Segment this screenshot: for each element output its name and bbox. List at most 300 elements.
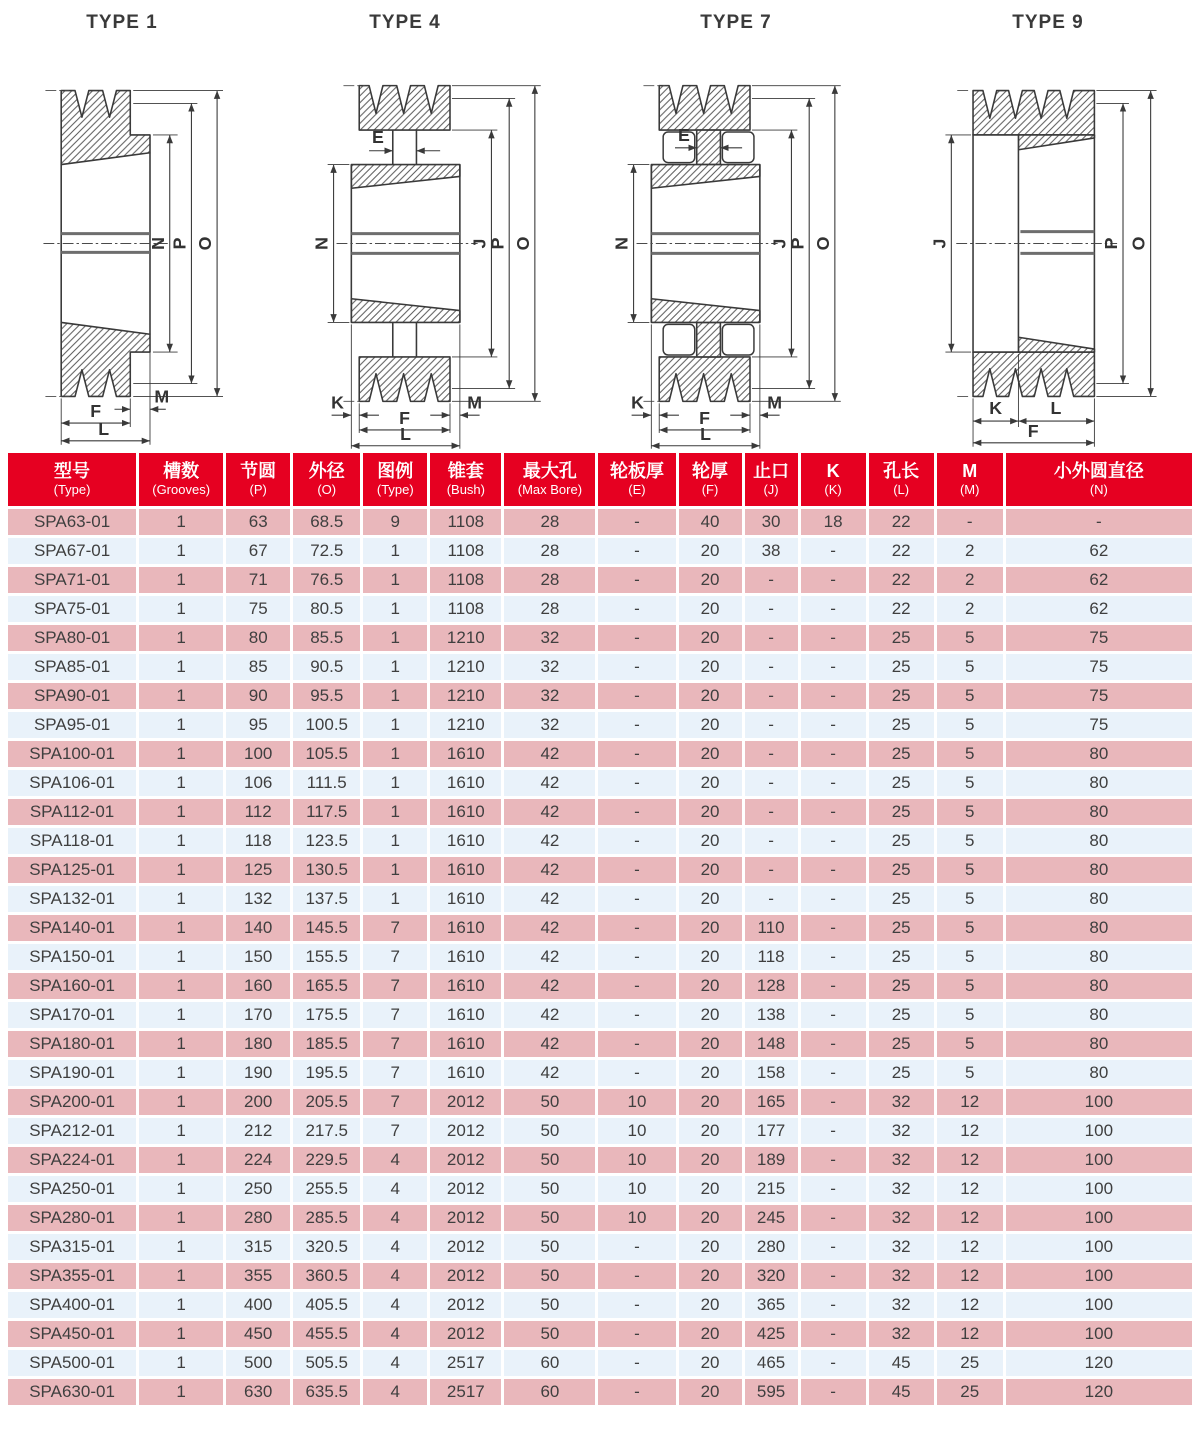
column-header: 轮板厚 (E): [598, 453, 675, 506]
table-cell: 595: [745, 1379, 798, 1405]
drawing-title: TYPE 7: [700, 12, 772, 33]
dim-label-F: F: [90, 401, 102, 422]
table-cell: 165.5: [293, 973, 360, 999]
dim-label-J: J: [769, 238, 790, 249]
spec-table-head: [8, 453, 1192, 506]
table-cell: 1: [363, 886, 427, 912]
drawing-title: TYPE 1: [86, 12, 158, 33]
table-cell: 22: [869, 567, 934, 593]
table-cell: 123.5: [293, 828, 360, 854]
table-row: [8, 509, 1192, 535]
table-cell: 12: [937, 1263, 1003, 1289]
table-cell: 10: [598, 1147, 675, 1173]
table-cell: 25: [869, 712, 934, 738]
table-cell: 1: [139, 1002, 223, 1028]
table-cell: 20: [679, 567, 742, 593]
dim-label-E: E: [372, 126, 384, 147]
table-cell: 1: [139, 596, 223, 622]
table-cell: SPA630-01: [8, 1379, 136, 1405]
table-cell: 42: [504, 944, 595, 970]
table-cell: SPA355-01: [8, 1263, 136, 1289]
table-cell: SPA250-01: [8, 1176, 136, 1202]
table-cell: 165: [745, 1089, 798, 1115]
table-cell: 75: [1006, 712, 1192, 738]
table-row: [8, 1002, 1192, 1028]
dim-label-N: N: [311, 237, 332, 250]
dim-label-O: O: [812, 236, 833, 251]
table-cell: 1: [363, 683, 427, 709]
table-cell: -: [801, 915, 866, 941]
table-cell: 1: [363, 828, 427, 854]
table-cell: 140: [226, 915, 290, 941]
table-cell: 2: [937, 596, 1003, 622]
table-row: [8, 1321, 1192, 1347]
dim-label-K: K: [631, 392, 644, 413]
table-cell: -: [598, 1321, 675, 1347]
table-cell: -: [801, 1263, 866, 1289]
table-cell: 1108: [430, 567, 501, 593]
table-cell: 2517: [430, 1350, 501, 1376]
table-cell: 45: [869, 1350, 934, 1376]
table-cell: 1: [139, 886, 223, 912]
table-cell: -: [598, 509, 675, 535]
table-cell: 2012: [430, 1205, 501, 1231]
table-cell: SPA112-01: [8, 799, 136, 825]
table-cell: -: [598, 596, 675, 622]
table-row: [8, 1379, 1192, 1405]
table-cell: -: [745, 683, 798, 709]
table-row: [8, 1205, 1192, 1231]
dim-label-M: M: [154, 386, 170, 407]
table-cell: 50: [504, 1234, 595, 1260]
table-cell: -: [801, 596, 866, 622]
drawing-type-4: [300, 10, 600, 450]
table-cell: 28: [504, 509, 595, 535]
table-cell: 128: [745, 973, 798, 999]
table-cell: 1: [139, 973, 223, 999]
table-cell: -: [745, 770, 798, 796]
table-cell: 405.5: [293, 1292, 360, 1318]
table-cell: -: [598, 828, 675, 854]
table-cell: -: [801, 1292, 866, 1318]
table-cell: 1610: [430, 886, 501, 912]
table-cell: 280: [226, 1205, 290, 1231]
table-cell: 12: [937, 1205, 1003, 1231]
table-row: [8, 538, 1192, 564]
table-cell: 1610: [430, 1031, 501, 1057]
dim-label-O: O: [1128, 236, 1149, 251]
table-cell: 400: [226, 1292, 290, 1318]
table-cell: 1: [363, 741, 427, 767]
table-cell: 20: [679, 944, 742, 970]
table-cell: -: [598, 799, 675, 825]
table-cell: 1: [363, 654, 427, 680]
table-cell: 12: [937, 1234, 1003, 1260]
table-row: [8, 857, 1192, 883]
table-cell: -: [801, 654, 866, 680]
spec-table: [5, 450, 1195, 1408]
table-cell: 25: [869, 770, 934, 796]
spec-table-body: [8, 509, 1192, 1405]
table-cell: 112: [226, 799, 290, 825]
dim-label-L: L: [400, 423, 412, 444]
table-cell: 42: [504, 770, 595, 796]
table-cell: 1108: [430, 596, 501, 622]
dim-label-F: F: [699, 408, 711, 429]
table-row: [8, 1060, 1192, 1086]
table-cell: 20: [679, 712, 742, 738]
table-cell: SPA500-01: [8, 1350, 136, 1376]
table-cell: 25: [869, 625, 934, 651]
table-cell: 10: [598, 1089, 675, 1115]
table-cell: SPA80-01: [8, 625, 136, 651]
table-row: [8, 799, 1192, 825]
technical-drawings: [0, 0, 1200, 450]
column-header: 型号 (Type): [8, 453, 136, 506]
table-cell: 75: [1006, 683, 1192, 709]
table-cell: -: [745, 741, 798, 767]
table-cell: 32: [504, 712, 595, 738]
table-cell: -: [801, 1031, 866, 1057]
table-cell: 80: [1006, 857, 1192, 883]
dim-label-L: L: [98, 418, 110, 439]
table-cell: 4: [363, 1176, 427, 1202]
table-cell: -: [801, 886, 866, 912]
table-cell: 145.5: [293, 915, 360, 941]
table-cell: 7: [363, 1118, 427, 1144]
table-cell: 50: [504, 1147, 595, 1173]
table-cell: 2012: [430, 1118, 501, 1144]
table-cell: 250: [226, 1176, 290, 1202]
table-cell: SPA200-01: [8, 1089, 136, 1115]
dim-label-J: J: [469, 238, 490, 249]
table-cell: 175.5: [293, 1002, 360, 1028]
table-cell: 5: [937, 1031, 1003, 1057]
table-cell: 1610: [430, 770, 501, 796]
table-cell: 80: [1006, 799, 1192, 825]
table-cell: 138: [745, 1002, 798, 1028]
table-cell: 105.5: [293, 741, 360, 767]
table-cell: SPA85-01: [8, 654, 136, 680]
table-row: [8, 1031, 1192, 1057]
table-cell: 1610: [430, 944, 501, 970]
column-header: 小外圆直径 (N): [1006, 453, 1192, 506]
table-cell: 1: [363, 596, 427, 622]
table-cell: 2517: [430, 1379, 501, 1405]
table-cell: -: [745, 799, 798, 825]
table-cell: 1210: [430, 625, 501, 651]
table-cell: SPA400-01: [8, 1292, 136, 1318]
table-cell: 118: [745, 944, 798, 970]
table-cell: SPA95-01: [8, 712, 136, 738]
column-header: 轮厚 (F): [679, 453, 742, 506]
table-row: [8, 1350, 1192, 1376]
table-cell: 1: [139, 1292, 223, 1318]
table-cell: 130.5: [293, 857, 360, 883]
table-cell: 32: [869, 1234, 934, 1260]
table-cell: 255.5: [293, 1176, 360, 1202]
table-cell: SPA280-01: [8, 1205, 136, 1231]
table-cell: 1: [139, 828, 223, 854]
table-cell: 75: [1006, 654, 1192, 680]
table-cell: 95.5: [293, 683, 360, 709]
table-cell: 32: [869, 1118, 934, 1144]
table-cell: 1210: [430, 654, 501, 680]
dim-label-L: L: [1050, 398, 1062, 419]
header-row: [8, 453, 1192, 506]
table-cell: 155.5: [293, 944, 360, 970]
table-cell: 90: [226, 683, 290, 709]
column-header: K (K): [801, 453, 866, 506]
table-cell: 1: [139, 1147, 223, 1173]
table-cell: 1: [139, 1234, 223, 1260]
column-header: M (M): [937, 453, 1003, 506]
table-row: [8, 1263, 1192, 1289]
table-cell: -: [801, 1002, 866, 1028]
table-cell: 2012: [430, 1176, 501, 1202]
pulley-section-type-4: [302, 36, 598, 451]
table-cell: 2: [937, 538, 1003, 564]
table-row: [8, 915, 1192, 941]
table-row: [8, 828, 1192, 854]
table-cell: 60: [504, 1350, 595, 1376]
table-cell: 2012: [430, 1234, 501, 1260]
table-cell: 100.5: [293, 712, 360, 738]
dim-label-N: N: [611, 237, 632, 250]
table-cell: 1: [139, 1089, 223, 1115]
table-cell: -: [745, 886, 798, 912]
table-cell: 5: [937, 770, 1003, 796]
table-cell: 80: [226, 625, 290, 651]
table-cell: -: [598, 625, 675, 651]
dim-label-L: L: [700, 423, 712, 444]
table-cell: 67: [226, 538, 290, 564]
table-cell: 4: [363, 1292, 427, 1318]
table-cell: -: [745, 712, 798, 738]
table-cell: 50: [504, 1263, 595, 1289]
table-cell: SPA132-01: [8, 886, 136, 912]
table-cell: 5: [937, 944, 1003, 970]
table-cell: SPA224-01: [8, 1147, 136, 1173]
table-cell: 28: [504, 538, 595, 564]
table-cell: 80: [1006, 770, 1192, 796]
table-cell: -: [745, 596, 798, 622]
table-cell: 224: [226, 1147, 290, 1173]
table-cell: 5: [937, 886, 1003, 912]
table-row: [8, 1292, 1192, 1318]
table-cell: 42: [504, 1031, 595, 1057]
table-cell: 120: [1006, 1350, 1192, 1376]
table-cell: 38: [745, 538, 798, 564]
table-cell: 80: [1006, 915, 1192, 941]
table-cell: 5: [937, 828, 1003, 854]
table-cell: 1: [139, 770, 223, 796]
table-cell: 2012: [430, 1321, 501, 1347]
table-cell: 20: [679, 1089, 742, 1115]
table-cell: -: [598, 944, 675, 970]
table-cell: 60: [504, 1379, 595, 1405]
table-cell: 355: [226, 1263, 290, 1289]
table-cell: 1108: [430, 509, 501, 535]
dim-label-P: P: [787, 237, 808, 250]
table-cell: 245: [745, 1205, 798, 1231]
table-cell: 80: [1006, 1031, 1192, 1057]
table-row: [8, 770, 1192, 796]
table-row: [8, 654, 1192, 680]
table-cell: 132: [226, 886, 290, 912]
table-cell: 20: [679, 973, 742, 999]
table-cell: 76.5: [293, 567, 360, 593]
column-header: 图例 (Type): [363, 453, 427, 506]
dim-label-P: P: [169, 237, 190, 250]
table-cell: -: [801, 1321, 866, 1347]
table-cell: 10: [598, 1118, 675, 1144]
table-cell: 1210: [430, 712, 501, 738]
table-cell: 45: [869, 1379, 934, 1405]
table-cell: SPA100-01: [8, 741, 136, 767]
table-cell: -: [745, 857, 798, 883]
table-cell: 12: [937, 1176, 1003, 1202]
table-cell: 217.5: [293, 1118, 360, 1144]
table-cell: 5: [937, 1002, 1003, 1028]
table-cell: 7: [363, 1002, 427, 1028]
pulley-section-type-1: [2, 36, 298, 451]
table-cell: -: [598, 712, 675, 738]
table-cell: 1610: [430, 799, 501, 825]
table-cell: 18: [801, 509, 866, 535]
table-cell: 1: [139, 1321, 223, 1347]
table-cell: 1: [363, 567, 427, 593]
table-cell: 360.5: [293, 1263, 360, 1289]
table-cell: -: [801, 857, 866, 883]
table-cell: -: [598, 915, 675, 941]
table-cell: 75: [1006, 625, 1192, 651]
table-row: [8, 1234, 1192, 1260]
table-cell: 12: [937, 1089, 1003, 1115]
table-row: [8, 1118, 1192, 1144]
column-header: 孔长 (L): [869, 453, 934, 506]
table-cell: 25: [869, 1002, 934, 1028]
table-cell: 80: [1006, 1002, 1192, 1028]
table-cell: 635.5: [293, 1379, 360, 1405]
table-cell: 32: [869, 1263, 934, 1289]
drawing-title: TYPE 9: [1012, 12, 1084, 33]
dim-label-M: M: [767, 392, 783, 413]
table-cell: 50: [504, 1089, 595, 1115]
table-cell: 7: [363, 944, 427, 970]
table-cell: 117.5: [293, 799, 360, 825]
table-cell: 12: [937, 1321, 1003, 1347]
table-cell: 80: [1006, 741, 1192, 767]
table-cell: 20: [679, 625, 742, 651]
table-cell: -: [801, 538, 866, 564]
table-cell: 500: [226, 1350, 290, 1376]
table-cell: 50: [504, 1118, 595, 1144]
table-cell: 1610: [430, 1002, 501, 1028]
table-row: [8, 1089, 1192, 1115]
table-cell: SPA140-01: [8, 915, 136, 941]
table-cell: -: [598, 741, 675, 767]
table-cell: 190: [226, 1060, 290, 1086]
table-cell: 2012: [430, 1263, 501, 1289]
table-cell: 7: [363, 1089, 427, 1115]
table-cell: -: [598, 886, 675, 912]
table-cell: 28: [504, 596, 595, 622]
table-cell: 212: [226, 1118, 290, 1144]
table-cell: 4: [363, 1205, 427, 1231]
table-cell: 7: [363, 915, 427, 941]
pulley-section-type-9: [902, 36, 1198, 451]
table-cell: 20: [679, 741, 742, 767]
table-cell: 22: [869, 509, 934, 535]
table-cell: 1: [363, 857, 427, 883]
table-cell: 50: [504, 1205, 595, 1231]
table-cell: 5: [937, 654, 1003, 680]
table-cell: SPA75-01: [8, 596, 136, 622]
table-cell: 25: [869, 973, 934, 999]
table-cell: -: [598, 857, 675, 883]
table-cell: 1108: [430, 538, 501, 564]
table-cell: 32: [869, 1321, 934, 1347]
table-cell: 50: [504, 1176, 595, 1202]
table-cell: 100: [226, 741, 290, 767]
table-cell: 465: [745, 1350, 798, 1376]
table-cell: -: [801, 1234, 866, 1260]
drawing-type-7: [600, 10, 900, 450]
table-cell: 110: [745, 915, 798, 941]
table-cell: 28: [504, 567, 595, 593]
table-cell: -: [598, 1234, 675, 1260]
table-cell: -: [801, 1147, 866, 1173]
table-cell: -: [801, 799, 866, 825]
table-cell: 32: [504, 654, 595, 680]
table-cell: 148: [745, 1031, 798, 1057]
table-cell: -: [801, 741, 866, 767]
table-cell: 42: [504, 973, 595, 999]
dim-label-F: F: [399, 408, 411, 429]
table-cell: 20: [679, 1002, 742, 1028]
table-cell: 229.5: [293, 1147, 360, 1173]
drawing-type-1: [0, 10, 300, 450]
table-cell: -: [801, 973, 866, 999]
table-cell: 320: [745, 1263, 798, 1289]
table-cell: 32: [869, 1292, 934, 1318]
table-cell: 4: [363, 1234, 427, 1260]
table-cell: 42: [504, 886, 595, 912]
table-cell: 25: [869, 886, 934, 912]
column-header: 止口 (J): [745, 453, 798, 506]
table-cell: 50: [504, 1321, 595, 1347]
table-cell: 32: [504, 683, 595, 709]
table-cell: 42: [504, 1060, 595, 1086]
table-cell: SPA190-01: [8, 1060, 136, 1086]
table-cell: 22: [869, 538, 934, 564]
table-cell: 25: [869, 1060, 934, 1086]
table-cell: 180: [226, 1031, 290, 1057]
table-cell: 20: [679, 654, 742, 680]
spec-table-section: [0, 450, 1200, 1408]
table-cell: SPA63-01: [8, 509, 136, 535]
table-cell: 1: [139, 509, 223, 535]
table-cell: 20: [679, 1176, 742, 1202]
table-cell: 100: [1006, 1234, 1192, 1260]
table-cell: 25: [869, 1031, 934, 1057]
table-cell: -: [801, 625, 866, 651]
table-cell: 20: [679, 1321, 742, 1347]
table-cell: 4: [363, 1321, 427, 1347]
table-cell: 185.5: [293, 1031, 360, 1057]
table-cell: 100: [1006, 1118, 1192, 1144]
